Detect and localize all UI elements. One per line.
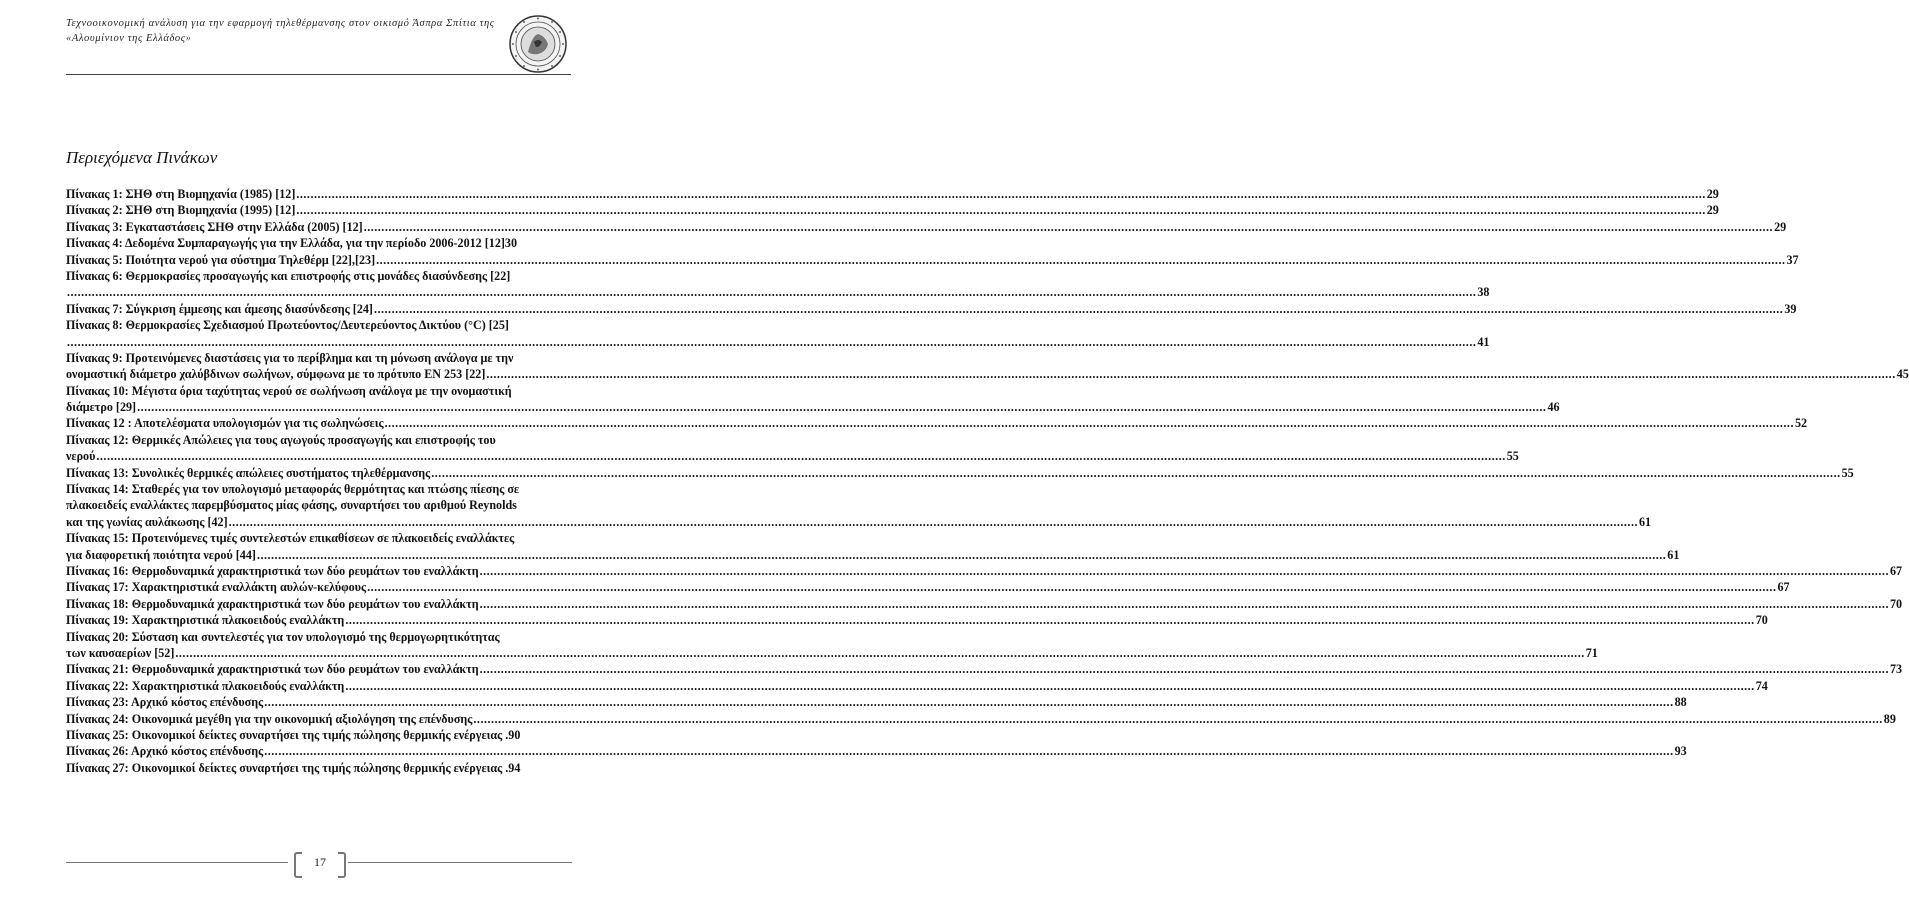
toc-page-number: 29	[1706, 203, 1719, 218]
toc-leader-dots: ................................................................................................................................................................................................................................................................................................................................................................................................................	[479, 563, 1889, 578]
toc-entry[interactable]	[66, 547, 1680, 563]
toc-leader-dots: ................................................................................................................................................................................................................................................................................................................................................................................................................	[228, 514, 1638, 529]
toc-entry-text: Πίνακας 22: Χαρακτηριστικά πλακοειδούς εναλλάκτη	[66, 678, 345, 693]
toc-leader-dots: ................................................................................................................................................................................................................................................................................................................................................................................................................	[345, 678, 1755, 693]
footer-rule-right	[348, 862, 572, 863]
toc-entry[interactable]	[66, 399, 1560, 415]
header-line-2: «Αλουμίνιον της Ελλάδος»	[66, 33, 192, 44]
toc-entry[interactable]	[66, 760, 572, 776]
toc-entry-text: Πίνακας 8: Θερμοκρασίες Σχεδιασμού Πρωτεύοντος/Δευτερεύοντος Δικτύου (°C) [25]	[66, 318, 509, 333]
toc-entry-text: Πίνακας 19: Χαρακτηριστικά πλακοειδούς εναλλάκτη	[66, 613, 345, 628]
university-seal-icon	[508, 14, 568, 74]
toc-entry-text: Πίνακας 24: Οικονομικά μεγέθη για την οικονομική αξιολόγηση της επένδυσης	[66, 711, 473, 726]
toc-entry[interactable]	[66, 678, 1768, 694]
toc-entry-text: Πίνακας 5: Ποιότητα νερού για σύστημα Τηλεθέρμ [22],[23]	[66, 252, 376, 267]
toc-entry-text: Πίνακας 4: Δεδομένα Συμπαραγωγής για την Ελλάδα, για την περίοδο 2006-2012 [12]	[66, 236, 505, 251]
page-footer	[66, 852, 572, 882]
toc-entry[interactable]	[66, 743, 1687, 759]
toc-entry[interactable]	[66, 432, 572, 448]
toc-entry-text: για διαφορετική ποιότητα νερού [44]	[66, 547, 256, 562]
toc-entry[interactable]	[66, 727, 572, 743]
toc-page-number: 90	[508, 727, 521, 742]
toc-leader-dots: ................................................................................................................................................................................................................................................................................................................................................................................................................	[486, 367, 1896, 382]
page-number: 17	[314, 855, 326, 869]
toc-entry-text: Πίνακας 14: Σταθερές για τον υπολογισμό μεταφοράς θερμότητας και πτώσης πίεσης σε	[66, 482, 520, 497]
toc-entry-text: Πίνακας 20: Σύσταση και συντελεστές για τον υπολογισμό της θερμογωρητικότητας	[66, 629, 500, 644]
toc-page-number: 89	[1883, 711, 1896, 726]
toc-entry[interactable]	[66, 383, 572, 399]
toc-leader-dots: ................................................................................................................................................................................................................................................................................................................................................................................................................	[479, 596, 1889, 611]
toc-leader-dots: ................................................................................................................................................................................................................................................................................................................................................................................................................	[384, 416, 1794, 431]
toc-entry-text: Πίνακας 9: Προτεινόμενες διαστάσεις για το περίβλημα και τη μόνωση ανάλογα με την	[66, 350, 514, 365]
toc-entry[interactable]	[66, 235, 572, 251]
header-text	[66, 16, 506, 46]
toc-entry[interactable]	[66, 301, 1797, 317]
toc-entry[interactable]	[66, 711, 1896, 727]
toc-entry[interactable]	[66, 268, 572, 284]
toc-entry-text: Πίνακας 2: ΣΗΘ στη Βιομηχανία (1995) [12]	[66, 203, 296, 218]
toc-entry-text: Πίνακας 12: Θερμικές Απώλειες για τους αγωγούς προσαγωγής και επιστροφής του	[66, 432, 496, 447]
toc-page-number: 39	[1784, 301, 1797, 316]
toc-entry[interactable]	[66, 645, 1598, 661]
toc-leader-dots: ................................................................................................................................................................................................................................................................................................................................................................................................................	[264, 695, 1674, 710]
toc-entry-text: Πίνακας 6: Θερμοκρασίες προσαγωγής και επιστροφής στις μονάδες διασύνδεσης [22]	[66, 268, 511, 283]
toc-page-number: 38	[1477, 285, 1490, 300]
toc-entry-text: Πίνακας 10: Μέγιστα όρια ταχύτητας νερού σε σωλήνωση ανάλογα με την ονομαστική	[66, 383, 512, 398]
toc-page-number: 61	[1667, 547, 1680, 562]
toc-page-number: 41	[1477, 334, 1490, 349]
toc-entry[interactable]	[66, 186, 1719, 202]
toc-entry[interactable]	[66, 334, 1490, 350]
toc-entry[interactable]	[66, 481, 572, 497]
toc-entry-text: Πίνακας 17: Χαρακτηριστικά εναλλάκτη αυλών-κελύφους	[66, 580, 367, 595]
toc-entry-text: Πίνακας 12 : Αποτελέσματα υπολογισμών για τις σωληνώσεις	[66, 416, 384, 431]
footer-rule-left	[66, 862, 288, 863]
page-title: Περιεχόμενα Πινάκων	[66, 148, 218, 167]
toc-page-number: 67	[1777, 580, 1790, 595]
toc-leader-dots: ................................................................................................................................................................................................................................................................................................................................................................................................................	[296, 203, 1706, 218]
toc-page-number: 29	[1706, 187, 1719, 201]
header-divider	[66, 74, 571, 75]
toc-page-number: 93	[1674, 744, 1687, 759]
toc-leader-dots: ................................................................................................................................................................................................................................................................................................................................................................................................................	[175, 645, 1585, 660]
toc-entry-text: Πίνακας 7: Σύγκριση έμμεσης και άμεσης διασύνδεσης [24]	[66, 301, 373, 316]
toc-leader-dots: ................................................................................................................................................................................................................................................................................................................................................................................................................	[96, 449, 1506, 464]
toc-leader-dots: ................................................................................................................................................................................................................................................................................................................................................................................................................	[256, 547, 1667, 562]
toc-leader-dots: ................................................................................................................................................................................................................................................................................................................................................................................................................	[479, 662, 1889, 677]
header-line-1: Τεχνοοικονομική ανάλυση για την εφαρμογή τηλεθέρμανσης στον οικισμό Άσπρα Σπίτια της	[66, 18, 495, 29]
toc-entry[interactable]	[66, 366, 1909, 382]
toc-entry[interactable]	[66, 579, 1790, 595]
toc-page-number: 46	[1547, 400, 1560, 415]
toc-leader-dots: ................................................................................................................................................................................................................................................................................................................................................................................................................	[67, 285, 1477, 300]
toc-entry[interactable]	[66, 448, 1519, 464]
toc-entry-text: Πίνακας 18: Θερμοδυναμικά χαρακτηριστικά των δύο ρευμάτων του εναλλάκτη	[66, 596, 479, 611]
page-number-bracket-left	[294, 852, 302, 878]
toc-page-number: 88	[1674, 695, 1687, 710]
toc-entry-text: Πίνακας 13: Συνολικές θερμικές απώλειες συστήματος τηλεθέρμανσης	[66, 465, 431, 480]
toc-leader-dots: ................................................................................................................................................................................................................................................................................................................................................................................................................	[363, 219, 1774, 234]
table-of-tables	[66, 186, 1909, 776]
toc-entry-text: Πίνακας 26: Αρχικό κόστος επένδυσης	[66, 744, 264, 759]
toc-entry-text: και της γωνίας αυλάκωσης [42]	[66, 514, 228, 529]
toc-entry[interactable]	[66, 317, 572, 333]
toc-entry-text: Πίνακας 25: Οικονομικοί δείκτες συναρτήσει της τιμής πώλησης θερμικής ενέργειας .	[66, 727, 509, 742]
toc-entry[interactable]	[66, 612, 1768, 628]
toc-entry-text: Πίνακας 3: Εγκαταστάσεις ΣΗΘ στην Ελλάδα (2005) [12]	[66, 219, 363, 234]
toc-leader-dots: ................................................................................................................................................................................................................................................................................................................................................................................................................	[137, 400, 1547, 415]
toc-entry[interactable]	[66, 661, 1903, 677]
toc-page-number: 29	[1774, 219, 1787, 234]
toc-entry-text: πλακοειδείς εναλλάκτες παρεμβύσματος μίας φάσης, συναρτήσει του αριθμού Reynolds	[66, 498, 517, 513]
toc-page-number: 73	[1889, 662, 1903, 677]
toc-entry-text: διάμετρο [29]	[66, 400, 137, 415]
toc-leader-dots: ................................................................................................................................................................................................................................................................................................................................................................................................................	[473, 711, 1883, 726]
toc-page-number: 74	[1755, 678, 1768, 693]
toc-leader-dots: ................................................................................................................................................................................................................................................................................................................................................................................................................	[296, 187, 1706, 201]
toc-page-number: 55	[1506, 449, 1519, 464]
toc-page-number: 37	[1786, 252, 1799, 267]
toc-entry-text: νερού	[66, 449, 96, 464]
toc-entry-text: Πίνακας 15: Προτεινόμενες τιμές συντελεστών επικαθίσεων σε πλακοειδείς εναλλάκτες	[66, 531, 515, 546]
toc-entry-text: Πίνακας 21: Θερμοδυναμικά χαρακτηριστικά των δύο ρευμάτων του εναλλάκτη	[66, 662, 479, 677]
toc-leader-dots: ................................................................................................................................................................................................................................................................................................................................................................................................................	[67, 334, 1477, 349]
toc-entry-text: Πίνακας 23: Αρχικό κόστος επένδυσης	[66, 695, 264, 710]
toc-page-number: 94	[508, 760, 521, 775]
toc-entry[interactable]	[66, 284, 1490, 300]
toc-page-number: 45	[1896, 367, 1909, 382]
toc-leader-dots: ................................................................................................................................................................................................................................................................................................................................................................................................................	[345, 613, 1755, 628]
toc-entry[interactable]	[66, 219, 1787, 235]
running-header	[66, 12, 536, 72]
toc-leader-dots: ................................................................................................................................................................................................................................................................................................................................................................................................................	[373, 301, 1784, 316]
toc-leader-dots: ................................................................................................................................................................................................................................................................................................................................................................................................................	[376, 252, 1786, 267]
toc-entry[interactable]	[66, 415, 1808, 431]
toc-entry[interactable]	[66, 596, 1903, 612]
toc-leader-dots: ................................................................................................................................................................................................................................................................................................................................................................................................................	[431, 465, 1841, 480]
toc-page-number: 30	[504, 236, 517, 251]
toc-entry[interactable]	[66, 514, 1652, 530]
toc-page-number: 70	[1755, 613, 1768, 628]
toc-page-number: 71	[1585, 645, 1598, 660]
toc-entry[interactable]	[66, 497, 572, 513]
toc-entry-text: Πίνακας 16: Θερμοδυναμικά χαρακτηριστικά των δύο ρευμάτων του εναλλάκτη	[66, 563, 479, 578]
toc-page-number: 55	[1841, 465, 1854, 480]
toc-page-number: 52	[1794, 416, 1808, 431]
toc-page-number: 61	[1639, 514, 1652, 529]
toc-entry-text: των καυσαερίων [52]	[66, 645, 175, 660]
toc-page-number: 67	[1889, 563, 1903, 578]
toc-entry-text: ονομαστική διάμετρο χαλύβδινων σωλήνων, σύμφωνα με το πρότυπο EN 253 [22]	[66, 367, 486, 382]
toc-entry-text: Πίνακας 27: Οικονομικοί δείκτες συναρτήσει της τιμής πώλησης θερμικής ενέργειας .	[66, 760, 509, 775]
toc-entry-text: Πίνακας 1: ΣΗΘ στη Βιομηχανία (1985) [12]	[66, 187, 296, 201]
toc-entry[interactable]	[66, 202, 1719, 218]
toc-page-number: 70	[1889, 596, 1903, 611]
toc-entry[interactable]	[66, 465, 1854, 481]
toc-entry[interactable]	[66, 530, 572, 546]
toc-entry[interactable]	[66, 350, 572, 366]
toc-entry[interactable]	[66, 694, 1687, 710]
toc-leader-dots: ................................................................................................................................................................................................................................................................................................................................................................................................................	[264, 744, 1674, 759]
toc-leader-dots: ................................................................................................................................................................................................................................................................................................................................................................................................................	[367, 580, 1777, 595]
toc-entry[interactable]	[66, 252, 1799, 268]
toc-entry[interactable]	[66, 563, 1903, 579]
page-number-bracket-right	[338, 852, 346, 878]
toc-entry[interactable]	[66, 629, 572, 645]
